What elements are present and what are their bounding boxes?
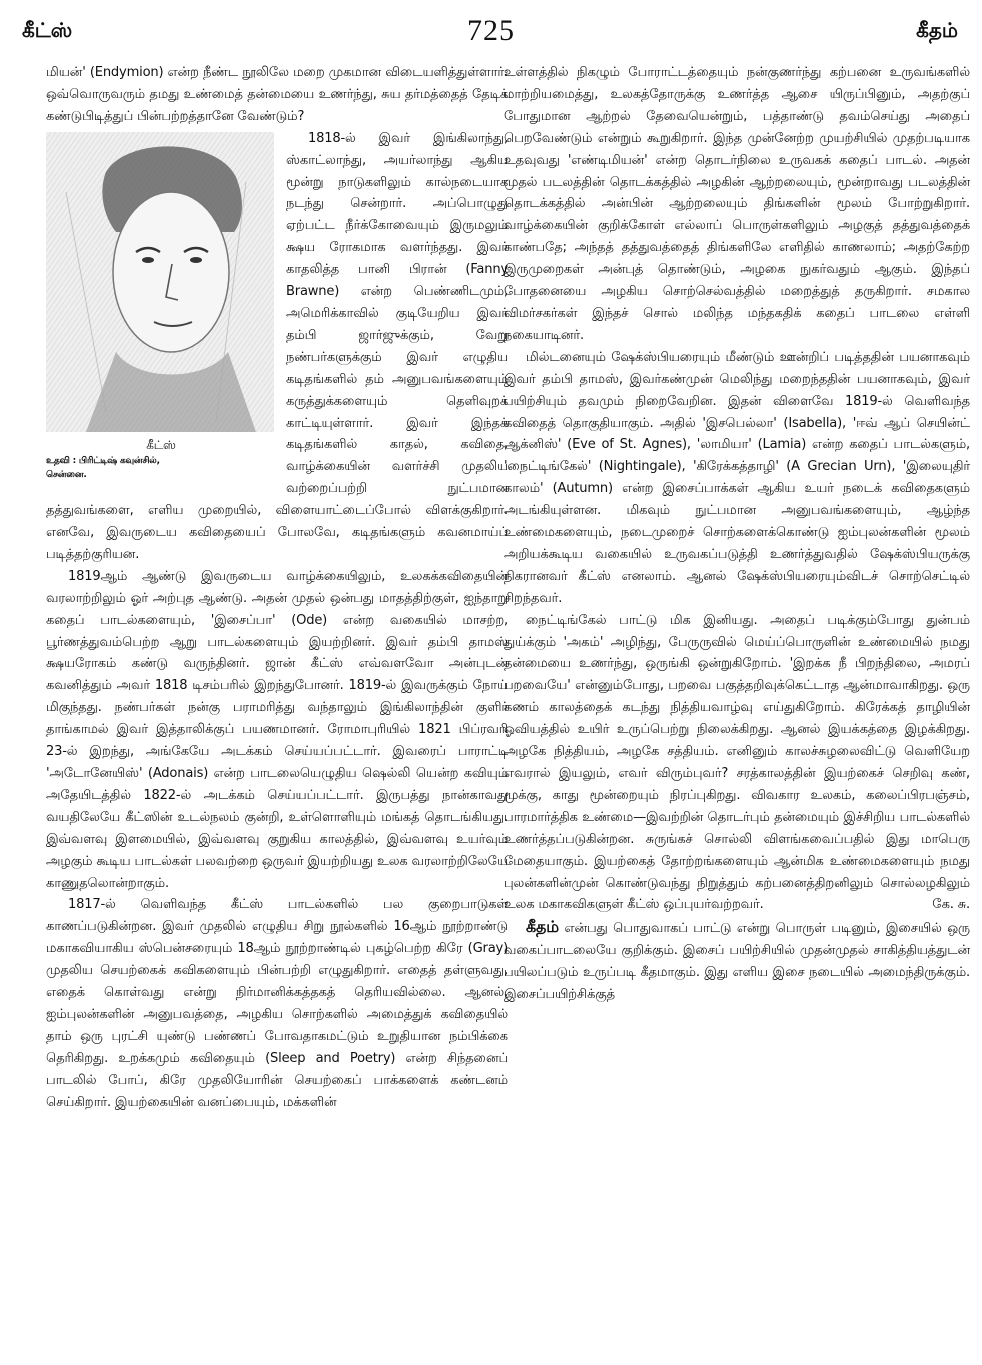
right-paragraph-3 bbox=[504, 610, 970, 917]
portrait-figure bbox=[46, 132, 276, 482]
figure-credit-line-2: சென்னை. bbox=[46, 469, 87, 480]
keats-portrait-image bbox=[46, 132, 274, 432]
right-column bbox=[504, 62, 970, 1006]
entry-paragraph bbox=[504, 916, 970, 1006]
right-paragraph-1: உள்ளத்தில் நிகழும் போராட்டத்தையும் நன்குணர்ந்து கற்பனை உருவங்களில் மாற்றியமைத்து, உலகத்தோருக்கு உணர்த்த ஆசை யிருப்பினும், அதற்குப் போதுமான ஆற்றல் தேவையென்றும், பத்தாண்டு தவம்செய்து அதைப் பெறவேண்டும் என்றும் கூறுகிறார். இந்த முன்னேற்ற முயற்சியில் முதற்படியாக உதவுவது 'எண்டிமியன்' என்ற தொடர்நிலை உருவகக் கதைப் பாடல். அதன் முதல் படலத்தின் தொடக்கத்தில் அழகின் ஆற்றலையும், மூன்றாவது படலத்தின் தொடக்கத்தில் அன்பின் ஆற்றலையும் திங்களின் மூலம் போற்றுகிறார். வாழ்க்கையின் குறிக்கோள் எல்லாப் பொருள்களிலும் அழகுத் தத்துவத்தைக் காண்பதே; அந்தத் தத்துவத்தைத் திங்களிலே எளிதில் காணலாம்; அதற்கேற்ற இருமுறைகள் அன்புத் தொண்டும், அழகை நுகர்வதும் ஆகும். இந்தப் போதனையை அழகிய சொற்செல்வத்தில் மறைத்துத் தருகிறார். சமகால விமர்சகர்கள் இந்தச் சொல் மலிந்த மந்தகதிக் கதைப் பாடலை எள்ளி நகையாடினர். bbox=[504, 65, 970, 343]
page-number: 725 bbox=[467, 14, 515, 47]
figure-caption: கீட்ஸ் bbox=[146, 437, 176, 452]
left-paragraph-2: 1818-ல் இவர் இங்கிலாந்து, ஸ்காட்லாந்து, அயர்லாந்து ஆகிய மூன்று நாடுகளிலும் கால்நடையாக நடந்து சென்றார். அப்பொழுது ஏற்பட்ட நீர்க்கோவையும் இருமலும் க்ஷய ரோகமாக வளர்ந்தது. இவர் காதலித்த பானி பிரான் (Fanny Brawne) என்ற பெண்ணிடமும், அமெரிக்காவில் குடியேறிய இவர் தம்பி ஜார்ஜுக்கும், வேறு நண்பர்களுக்கும் இவர் எழுதிய கடிதங்களில் தம் அனுபவங்களையும் கருத்துக்களையும் தெளிவுறக் காட்டியுள்ளார். இவர் இந்தக் கடிதங்களில் காதல், கவிதை, வாழ்க்கையின் வளர்ச்சி முதலிய வற்றைப்பற்றி நுட்பமான தத்துவங்களை, எளிய முறையில், விளையாட்டைப்போல் விளக்குகிறார். எனவே, இவருடைய கவிதையைப் போலவே, கடிதங்களும் கவனமாய்ப் படித்தற்குரியன. bbox=[46, 130, 508, 562]
left-paragraph-3: 1819ஆம் ஆண்டு இவருடைய வாழ்க்கையிலும், உலகக்கவிதையின் வரலாற்றிலும் ஓர் அற்புத ஆண்டு. அதன் முதல் ஒன்பது மாதத்திற்குள், ஐந்தாறு கதைப் பாடல்களையும், 'இசைப்பா' (Ode) என்ற வகையில் மாசற்ற, பூர்ணத்துவம்பெற்ற ஆறு பாடல்களையும் இயற்றினர். இவர் தம்பி தாமஸ் க்ஷயரோகம் கண்டு வருந்தினர். ஜான் கீட்ஸ் எவ்வளவோ அன்புடன் கவனித்தும் அவர் 1818 டிசம்பரில் இறந்துபோனர். 1819-ல் இவருக்கும் நோய் மிகுந்தது. நண்பர்கள் நன்கு பராமரித்து வந்தாலும் இங்கிலாந்தின் குளிர் தாங்காமல் இவர் இத்தாலிக்குப் பயணமானர். ரோமாபுரியில் 1821 பிப்ரவரி 23-ல் இறந்து, அங்கேயே அடக்கம் செய்யப்பட்டார். இவரைப் பாராட்டி 'அடோனேயிஸ்' (Adonais) என்ற பாடலையெழுதிய ஷெல்லி யென்ற கவியும் அதேயிடத்தில் 1822-ல் அடக்கம் செய்யப்பட்டார். இருபத்து நான்காவது வயதிலேயே கீட்ஸின் உடல்நலம் குன்றி, உள்ளொளியும் மங்கத் தொடங்கியது. இவ்வளவு இளமையில், இவ்வளவு குறுகிய காலத்தில், இவ்வளவு உயர்வும் அழகும் கூடிய பாடல்கள் பலவற்றை ஒருவர் இயற்றியது உலக வரலாற்றிலேயே காணுதலொன்றாகும். bbox=[46, 568, 508, 891]
right-paragraph-2: மில்டனையும் ஷேக்ஸ்பியரையும் மீண்டும் ஊன்றிப் படித்ததின் பயனாகவும் இவர் தம்பி தாமஸ், இவர்கண்முன் மெலிந்து மறைந்ததின் பயனாகவும், இவர் பயிற்சியும் தவமும் நிறைவேறின. இதன் விளைவே 1819-ல் வெளிவந்த கவிதைத் தொகுதியாகும். அதில் 'இசபெல்லா' (Isabella), 'ஈவ் ஆப் செயின்ட் ஆக்னிஸ்' (Eve of St. Agnes), 'லாமியா' (Lamia) என்ற கதைப் பாடல்களும், 'நைட்டிங்கேல்' (Nightingale), 'கிரேக்கத்தாழி' (A Grecian Urn), 'இலையுதிர் காலம்' (Autumn) என்ற இசைப்பாக்கள் ஆகிய உயர் நடைக் கவிதைகளும் அடங்கியுள்ளன. மிகவும் நுட்பமான அனுபவங்களையும், ஆழ்ந்த உண்மைகளையும், நடைமுறைச் சொற்களைக்கொண்டு ஐம்புலன்களின் மூலம் அறியக்கூடிய வகையில் உருவகப்படுத்தி உணர்த்துவதில் ஷேக்ஸ்பியருக்கு நிகரானவர் கீட்ஸ் எனலாம். ஆனல் ஷேக்ஸ்பியரையும்விடச் சொற்செட்டில் சிறந்தவர். bbox=[504, 349, 970, 606]
left-paragraph-4: 1817-ல் வெளிவந்த கீட்ஸ் பாடல்களில் பல குறைபாடுகள் காணப்படுகின்றன. இவர் முதலில் எழுதிய சிறு நூல்களில் 16ஆம் நூற்றாண்டு மகாகவியாகிய ஸ்பென்சரையும் 18ஆம் நூற்றாண்டில் புகழ்பெற்ற கிரே (Gray) முதலிய செயற்கைக் கவிகளையும் பின்பற்றி எழுதுகிறார். எதைத் தள்ளுவது, எதைக் கொள்வது என்று நிர்மானிக்கத்தகத் தெரியவில்லை. ஆனல், ஐம்புலன்களின் அனுபவத்தை, அழகிய சொற்களில் அமைத்துக் கவிதையில் தாம் ஒரு புரட்சி யுண்டு பண்ணப் போவதாகமட்டும் உறுதியான நம்பிக்கை தெரிகிறது. உறக்கமும் கவிதையும் (Sleep and Poetry) என்ற சிந்தனைப் பாடலில் போப், கிரே முதலியோரின் செயற்கைப் பாக்களைக் கண்டனம் செய்கிறார். இயற்கையின் வனப்பையும், மக்களின் bbox=[46, 897, 508, 1110]
page-header bbox=[20, 14, 962, 48]
left-paragraph-1: மியன்' (Endymion) என்ற நீண்ட நூலிலே மறை முகமான விடையளித்துள்ளார். ஒவ்வொருவரும் தமது உண்மைத் தன்மையை உணர்ந்து, சுய தர்மத்தைத் தேடிக் கண்டுபிடித்துப் பின்பற்றத்தானே வேண்டும்? bbox=[46, 65, 508, 124]
figure-credit bbox=[46, 454, 276, 482]
right-paragraph-3-text: நைட்டிங்கேல் பாட்டு மிக இனியது. அதைப் படிக்கும்போது துன்பம் துய்க்கும் 'அகம்' அழிந்து, பேருருவில் மெய்ப்பொருளின் உண்மையில் நமது தன்மையை உணர்ந்து, ஒருங்கி ஒன்றுகிறோம். 'இறக்க நீ பிறந்திலை, அமரப் பறவையே' என்னும்போது, பறவை பகுத்தறிவுக்கெட்டாத ஆன்மாவாகிறது. ஒரு கணம் காலத்தைக் கடந்து நித்தியவாழ்வு எய்துகிறோம். கிரேக்கத் தாழியின் ஓவியத்தில் உயிர் உருப்பெற்று நிலைக்கிறது. ஆனல் இயக்கத்தை இழக்கிறது. அழகே நித்தியம், அழகே சத்தியம். எனினும் காலச்சுழலைவிட்டு வெளியேற எவரால் இயலும், எவர் விரும்புவர்? சரத்காலத்தின் இயற்கைச் செறிவு கண், மூக்கு, காது மூன்றையும் நிரப்புகிறது. விவகார உலகம், கலைப்பிரபஞ்சம், பாரமார்த்திக உண்மை—இவற்றின் தொடர்பும் தன்மையும் இச்சிறிய பாடல்களில் உணர்த்தப்படுகின்றன. சுருங்கச் சொல்லி விளங்கவைப்பதில் இது மாபெரு மேதையாகும். இயற்கைத் தோற்றங்களையும் ஆன்மிக உண்மைகளையும் நமது புலன்களின்முன் கொண்டுவந்து நிறுத்தும் கற்பனைத்திறனிலும் சொல்லழகிலும் உலக மகாகவிகளுள் கீட்ஸ் ஒப்புயர்வற்றவர். bbox=[504, 612, 970, 913]
header-left-keyword: கீட்ஸ் bbox=[22, 18, 73, 42]
left-column bbox=[46, 62, 508, 1114]
entry-text: என்பது பொதுவாகப் பாட்டு என்று பொருள் படினும், இசையில் ஒரு வகைப்பாடலையே குறிக்கும். இசைப் பயிற்சியில் முதன்முதல் சாகித்தியத்துடன் பயிலப்படும் உருப்படி கீதமாகும். இது எளிய இசை நடையில் அமைந்திருக்கும். இசைப்பயிற்சிக்குத் bbox=[504, 921, 970, 1003]
author-signature: கே. சு. bbox=[932, 897, 970, 913]
header-right-keyword: கீதம் bbox=[916, 18, 958, 42]
figure-credit-line-1: உதவி : பிரிட்டிஷ் கவுன்சில், bbox=[46, 455, 160, 466]
entry-headword: கீதம் bbox=[526, 917, 559, 937]
